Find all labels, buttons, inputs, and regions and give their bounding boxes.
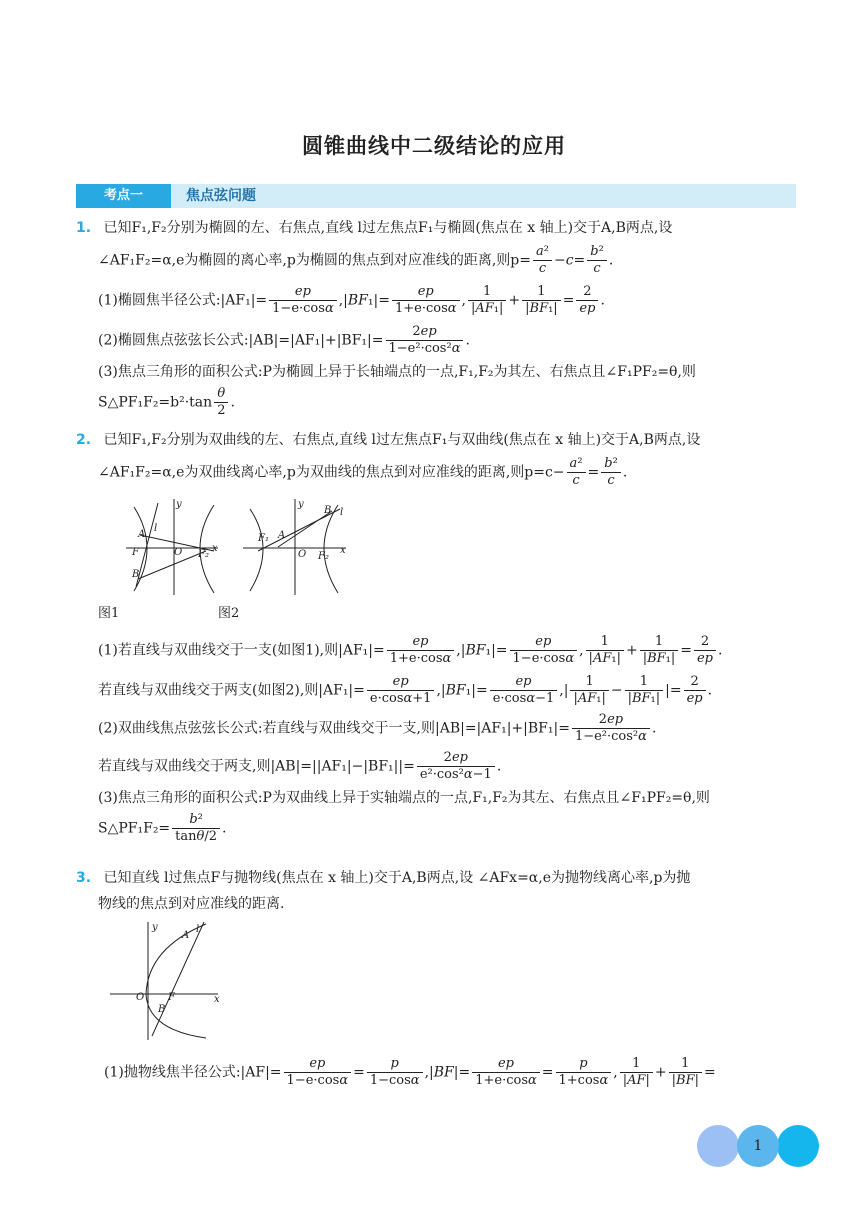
- page-circle-decoration: [777, 1125, 819, 1167]
- formula-prefix: 若直线与双曲线交于两支,则|AB|=||AF₁|−|BF₁||=: [98, 758, 415, 775]
- formula-prefix: (1)抛物线焦半径公式:|AF|=: [104, 1064, 282, 1081]
- item-2-sub-1b: 若直线与双曲线交于两支(如图2),则|AF₁|= $\frac{ep}{e\cdot\cos\alpha+1}$ ,|BF₁|= $\frac{ep}{e\cdot\cos\alpha-1}$ ,| $\frac{1}{\text{|AF₁|}}$ − $\frac{1}{\text{|BF₁|}}$ |= $\frac{2}{ep}$ .: [98, 674, 713, 706]
- page-circle-decoration: [697, 1125, 739, 1167]
- svg-text:B: B: [158, 1004, 166, 1015]
- formula-prefix: S△PF₁F₂=: [98, 820, 171, 837]
- figure-1-caption: 图1: [98, 606, 120, 621]
- item-2-line-1: [76, 430, 700, 450]
- parabola-figure: [108, 918, 226, 1042]
- svg-text:F₂: F₂: [198, 549, 209, 560]
- item-1-line-2: ∠AF₁F₂=α,e为椭圆的离心率,p为椭圆的焦点到对应准线的距离,则p= $\frac{\text{a²}}{c}$ −c= $\frac{\text{b²}}{c}$ .: [98, 244, 614, 276]
- item-text: 已知F₁,F₂分别为椭圆的左、右焦点,直线 l过左焦点F₁与椭圆(焦点在 x 轴上)交于A,B两点,设: [103, 220, 673, 236]
- svg-text:A: A: [278, 530, 286, 541]
- svg-text:A: A: [182, 930, 190, 941]
- item-text: 已知直线 l过焦点F与抛物线(焦点在 x 轴上)交于A,B两点,设 ∠AFx=α,e为抛物线离心率,p为抛: [103, 870, 691, 886]
- item-number: 3.: [76, 870, 92, 886]
- svg-text:O: O: [298, 549, 307, 560]
- svg-text:l: l: [154, 523, 158, 534]
- item-1-sub-1: (1)椭圆焦半径公式:|AF₁|= $\frac{ep}{1-e\cdot\cos\alpha}$ ,|BF₁|= $\frac{ep}{1+e\cdot\cos\alpha}$ , $\frac{1}{\text{|AF₁|}}$ + $\frac{1}{\text{|BF₁|}}$ = $\frac{2}{ep}$ .: [98, 284, 605, 316]
- section-header-bar: [76, 184, 796, 208]
- svg-text:O: O: [136, 992, 145, 1003]
- formula-prefix: S△PF₁F₂=b²·tan: [98, 394, 213, 411]
- item-text: 已知F₁,F₂分别为双曲线的左、右焦点,直线 l过左焦点F₁与双曲线(焦点在 x 轴上)交于A,B两点,设: [103, 432, 701, 448]
- page-title: 圆锥曲线中二级结论的应用: [302, 134, 566, 158]
- item-1-sub-2: (2)椭圆焦点弦弦长公式:|AB|=|AF₁|+|BF₁|= $\frac{2ep}{\text{1−e²·cos²α}}$ .: [98, 324, 470, 356]
- formula-prefix: (1)若直线与双曲线交于一支(如图1),则|AF₁|=: [98, 642, 385, 659]
- item-text: ∠AF₁F₂=α,e为椭圆的离心率,p为椭圆的焦点到对应准线的距离,则p=: [98, 252, 531, 269]
- formula-prefix: (2)椭圆焦点弦弦长公式:|AB|=|AF₁|+|BF₁|=: [98, 332, 384, 349]
- svg-text:F₁: F₁: [258, 533, 269, 544]
- item-3-line-2: 物线的焦点到对应准线的距离.: [98, 896, 285, 912]
- svg-text:x: x: [212, 543, 218, 554]
- svg-text:F₂: F₂: [318, 551, 329, 562]
- svg-text:B: B: [132, 569, 140, 580]
- svg-text:O: O: [174, 547, 183, 558]
- svg-text:l: l: [340, 507, 344, 518]
- formula-prefix: 若直线与双曲线交于两支(如图2),则|AF₁|=: [98, 682, 365, 699]
- item-number: 2.: [76, 432, 92, 448]
- svg-text:y: y: [298, 499, 304, 510]
- svg-text:l: l: [196, 924, 200, 935]
- item-number: 1.: [76, 220, 92, 236]
- item-2-line-2: ∠AF₁F₂=α,e为双曲线离心率,p为双曲线的焦点到对应准线的距离,则p=c− $\frac{\text{a²}}{c}$ = $\frac{\text{b²}}{c}$ .: [98, 456, 628, 488]
- page-number: 1: [753, 1138, 763, 1154]
- item-3-sub-1: (1)抛物线焦半径公式:|AF|= $\frac{ep}{1-e\cdot\cos\alpha}$ = $\frac{p}{1-\cos\alpha}$ ,|BF|= $\frac{ep}{1+e\cdot\cos\alpha}$ = $\frac{p}{1+\cos\alpha}$ , $\frac{1}{|AF|}$ + $\frac{1}{|BF|}$ =: [104, 1056, 716, 1088]
- section-title: 焦点弦问题: [186, 188, 256, 204]
- svg-text:B: B: [324, 505, 332, 516]
- svg-text:y: y: [152, 922, 158, 933]
- item-2-sub-2a: (2)双曲线焦点弦弦长公式:若直线与双曲线交于一支,则|AB|=|AF₁|+|BF₁|= $\frac{2ep}{\text{1−e²·cos²α}}$ .: [98, 712, 657, 744]
- item-3-line-1: [76, 868, 690, 888]
- svg-text:x: x: [340, 545, 346, 556]
- formula-prefix: (1)椭圆焦半径公式:|AF₁|=: [98, 292, 268, 309]
- svg-text:F: F: [168, 992, 175, 1003]
- item-2-sub-3: (3)焦点三角形的面积公式:P为双曲线上异于实轴端点的一点,F₁,F₂为其左、右焦点且∠F₁PF₂=θ,则: [98, 790, 710, 806]
- item-1-sub-3: (3)焦点三角形的面积公式:P为椭圆上异于长轴端点的一点,F₁,F₂为其左、右焦点且∠F₁PF₂=θ,则: [98, 364, 696, 380]
- section-tag: 考点一: [76, 184, 171, 208]
- svg-text:x: x: [214, 994, 220, 1005]
- item-2-sub-3-formula: S△PF₁F₂= $\frac{\text{b²}}{\tan\theta/2}$ .: [98, 812, 227, 844]
- item-2-sub-2b: 若直线与双曲线交于两支,则|AB|=||AF₁|−|BF₁||= $\frac{2ep}{\text{e²·cos²α−1}}$ .: [98, 750, 502, 782]
- svg-text:y: y: [176, 499, 182, 510]
- formula-prefix: (2)双曲线焦点弦弦长公式:若直线与双曲线交于一支,则|AB|=|AF₁|+|BF₁|=: [98, 720, 570, 737]
- item-1-line-1: [76, 218, 672, 238]
- item-2-sub-1a: (1)若直线与双曲线交于一支(如图1),则|AF₁|= $\frac{ep}{1+e\cdot\cos\alpha}$ ,|BF₁|= $\frac{ep}{1-e\cdot\cos\alpha}$ , $\frac{1}{\text{|AF₁|}}$ + $\frac{1}{\text{|BF₁|}}$ = $\frac{2}{ep}$ .: [98, 634, 723, 666]
- item-text: ∠AF₁F₂=α,e为双曲线离心率,p为双曲线的焦点到对应准线的距离,则p=c−: [98, 464, 565, 481]
- hyperbola-figures: [118, 495, 358, 600]
- item-1-sub-3-formula: S△PF₁F₂=b²·tan $\frac{\theta}{2}$ .: [98, 386, 235, 418]
- svg-text:A: A: [138, 529, 146, 540]
- svg-text:F: F: [132, 547, 139, 558]
- figure-2-caption: 图2: [218, 606, 240, 621]
